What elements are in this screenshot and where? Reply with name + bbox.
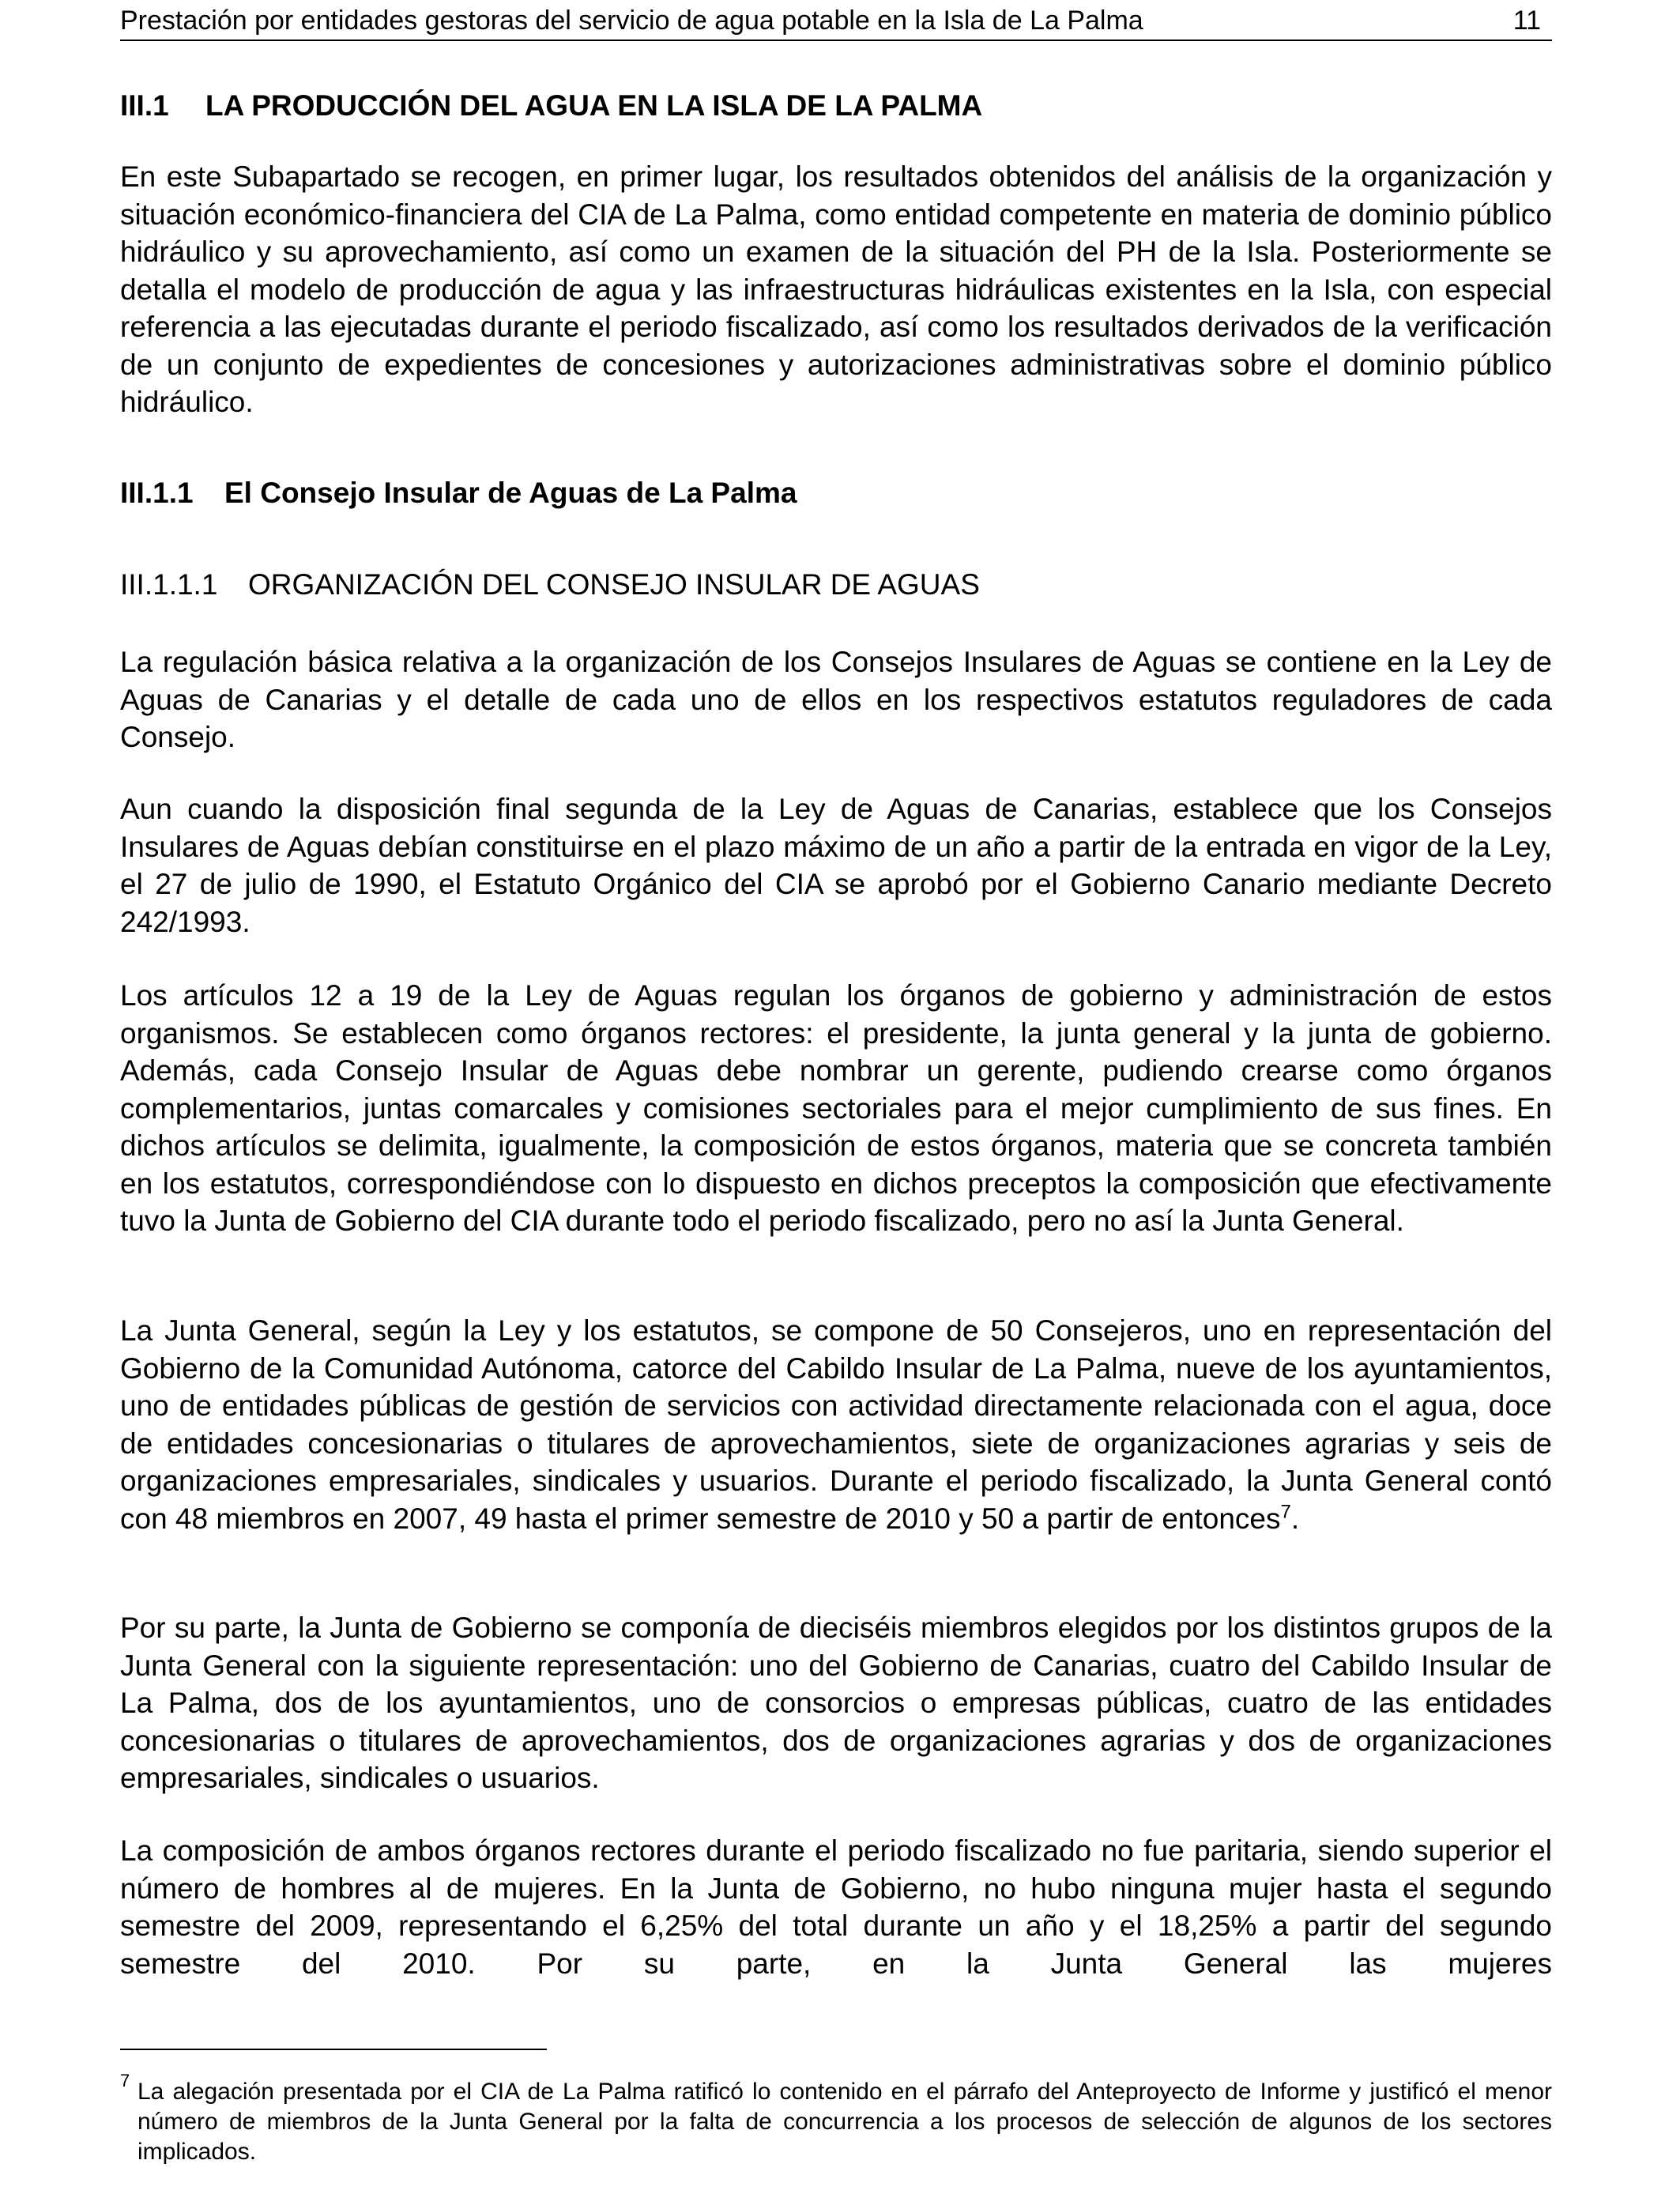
section-title: LA PRODUCCIÓN DEL AGUA EN LA ISLA DE LA PALMA bbox=[205, 89, 983, 122]
subsection-number: III.1.1 bbox=[120, 477, 194, 509]
paragraph-composicion: La composición de ambos órganos rectores durante el periodo fiscalizado no fue paritaria, siendo superior el número de hombres al de mujeres. En la Junta de Gobierno, no hubo ninguna mujer hasta el segundo semestre del 2009, representando el 6,25% del total durante un año y el 18,25% a partir del segundo semestre del 2010. Por su parte, en la Junta General las mujeres bbox=[120, 1834, 1552, 1980]
paragraph-regulacion: La regulación básica relativa a la organización de los Consejos Insulares de Aguas se contiene en la Ley de Aguas de Canarias y el detalle de cada uno de ellos en los respectivos estatutos reguladores de cada Consejo. bbox=[120, 646, 1552, 753]
section-heading bbox=[120, 89, 982, 123]
document-page bbox=[120, 0, 1552, 2194]
intro-paragraph: En este Subapartado se recogen, en primer lugar, los resultados obtenidos del análisis de la organización y situación económico-financiera del CIA de La Palma, como entidad competente en materia de dominio público hidráulico y su aprovechamiento, así como un examen de la situación del PH de la Isla. Posteriormente se detalla el modelo de producción de agua y las infraestructuras hidráulicas existentes en la Isla, con especial referencia a las ejecutadas durante el periodo fiscalizado, así como los resultados derivados de la verificación de un conjunto de expedientes de concesiones y autorizaciones administrativas sobre el dominio público hidráulico. bbox=[120, 160, 1552, 418]
footnote-reference[interactable]: 7 bbox=[1280, 1501, 1291, 1523]
running-header bbox=[120, 2, 1552, 41]
paragraph-junta-general bbox=[120, 1312, 1552, 1537]
paragraph-junta-general-end: . bbox=[1290, 1502, 1300, 1535]
subsection-heading bbox=[120, 476, 797, 511]
subsubsection-heading bbox=[120, 567, 980, 602]
footnote-text: La alegación presentada por el CIA de La Palma ratificó lo contenido en el párrafo del Anteproyecto de Informe y justificó el menor número de miembros de la Junta General por la falta de concurrencia a los procesos de selección de algunos de los sectores implicados. bbox=[137, 2079, 1552, 2165]
subsection-title: El Consejo Insular de Aguas de La Palma bbox=[224, 477, 797, 509]
section-number: III.1 bbox=[120, 89, 169, 122]
paragraph-junta-gobierno: Por su parte, la Junta de Gobierno se componía de dieciséis miembros elegidos por los distintos grupos de la Junta General con la siguiente representación: uno del Gobierno de Canarias, cuatro del Cabildo Insular de La Palma, dos de los ayuntamientos, uno de consorcios o empresas públicas, cuatro de las entidades concesionarias o titulares de aprovechamientos, dos de organizaciones agrarias y dos de organizaciones empresariales, sindicales o usuarios. bbox=[120, 1612, 1552, 1794]
subsubsection-number: III.1.1.1 bbox=[120, 568, 218, 601]
header-title: Prestación por entidades gestoras del servicio de agua potable en la Isla de La Palma bbox=[120, 6, 1143, 36]
paragraph-disposicion: Aun cuando la disposición final segunda de la Ley de Aguas de Canarias, establece que los Consejos Insulares de Aguas debían constituirse en el plazo máximo de un año a partir de la entrada en vigor de la Ley, el 27 de julio de 1990, el Estatuto Orgánico del CIA se aprobó por el Gobierno Canario mediante Decreto 242/1993. bbox=[120, 793, 1552, 938]
paragraph-junta-general-text: La Junta General, según la Ley y los estatutos, se compone de 50 Consejeros, uno en representación del Gobierno de la Comunidad Autónoma, catorce del Cabildo Insular de La Palma, nueve de los ayuntamientos, uno de entidades públicas de gestión de servicios con actividad directamente relacionada con el agua, doce de entidades concesionarias o titulares de aprovechamientos, siete de organizaciones agrarias y seis de organizaciones empresariales, sindicales y usuarios. Durante el periodo fiscalizado, la Junta General contó con 48 miembros en 2007, 49 hasta el primer semestre de 2010 y 50 a partir de entonces bbox=[120, 1314, 1552, 1535]
footnote bbox=[120, 2071, 1552, 2167]
page-number: 11 bbox=[1512, 6, 1541, 36]
subsubsection-title: ORGANIZACIÓN DEL CONSEJO INSULAR DE AGUAS bbox=[248, 568, 980, 601]
footnote-mark: 7 bbox=[120, 2071, 130, 2090]
footnote-separator bbox=[120, 2049, 547, 2050]
paragraph-articulos: Los artículos 12 a 19 de la Ley de Aguas regulan los órganos de gobierno y administración de estos organismos. Se establecen como órganos rectores: el presidente, la junta general y la junta de gobierno. Además, cada Consejo Insular de Aguas debe nombrar un gerente, pudiendo crearse como órganos complementarios, juntas comarcales y comisiones sectoriales para el mejor cumplimiento de sus fines. En dichos artículos se delimita, igualmente, la composición de estos órganos, materia que se concreta también en los estatutos, correspondiéndose con lo dispuesto en dichos preceptos la composición que efectivamente tuvo la Junta de Gobierno del CIA durante todo el periodo fiscalizado, pero no así la Junta General. bbox=[120, 979, 1552, 1237]
